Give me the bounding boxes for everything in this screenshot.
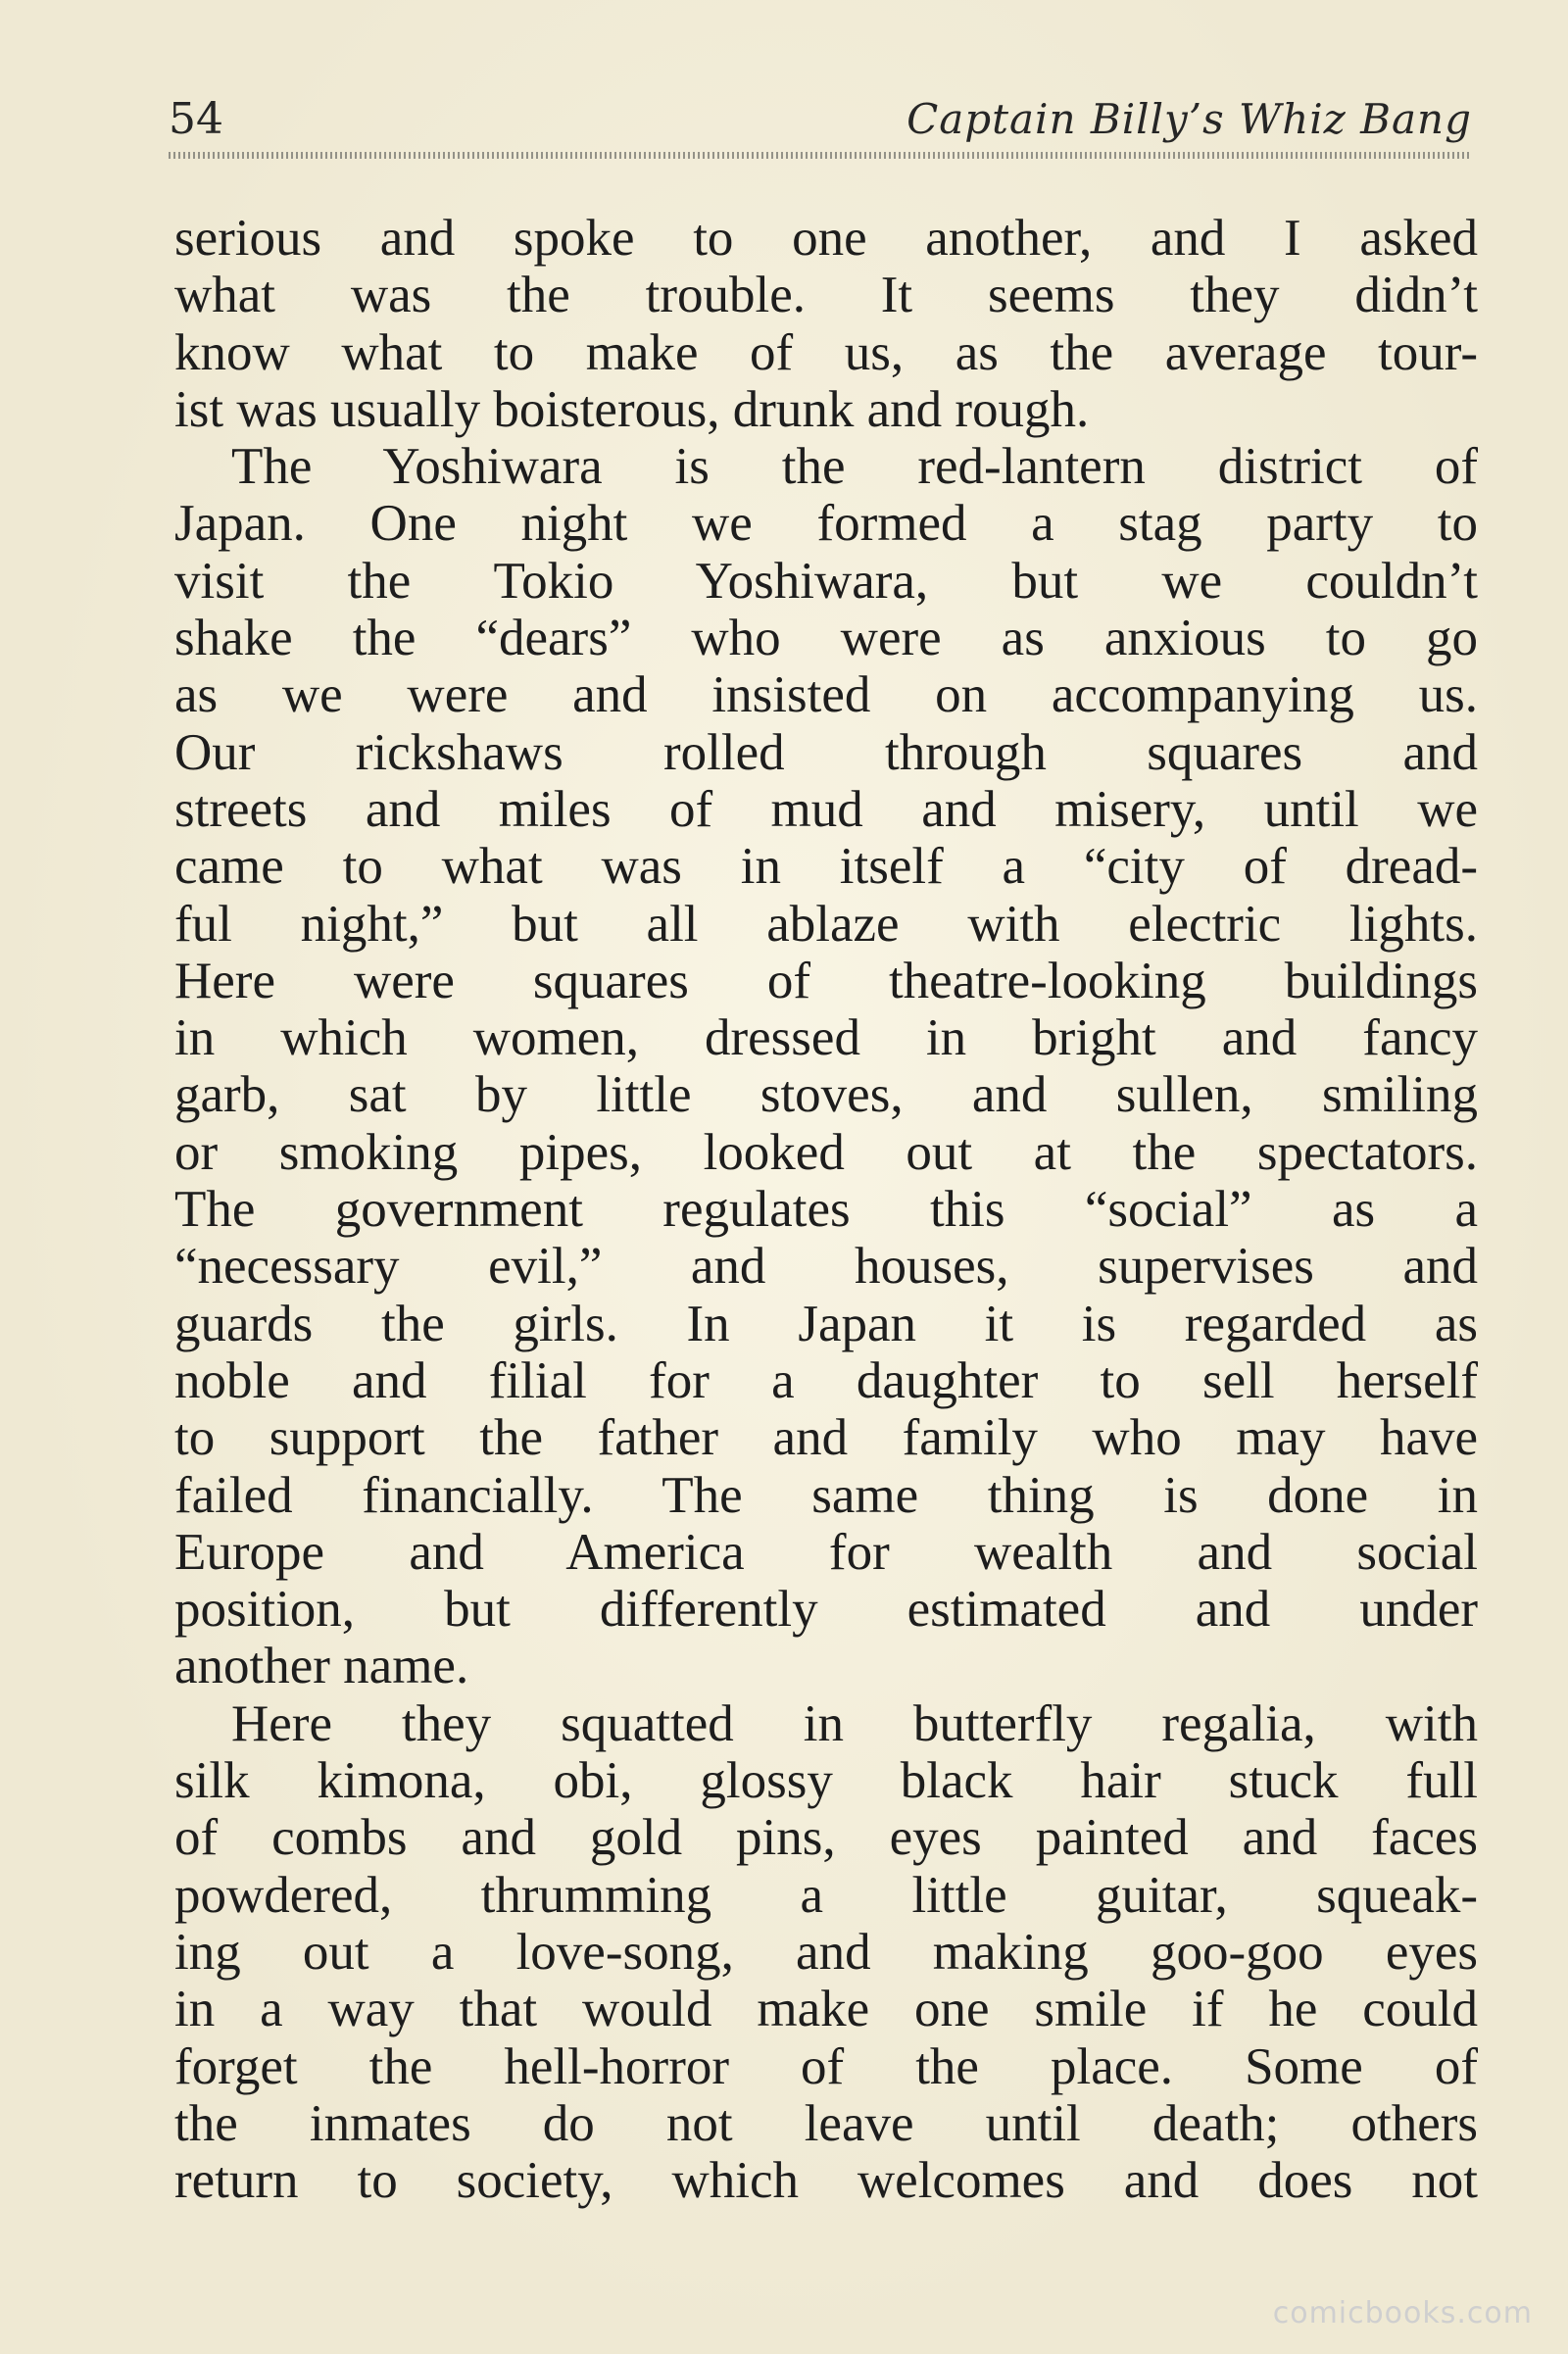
body-text (174, 210, 1478, 2209)
text-line: noble and filial for a daughter to sell herself (174, 1351, 1478, 1409)
text-line: came to what was in itself a “city of dread- (174, 838, 1478, 896)
text-line: The Yoshiwara is the red-lantern district of (231, 438, 1478, 496)
text-line: Our rickshaws rolled through squares and (174, 723, 1478, 781)
text-line: silk kimona, obi, glossy black hair stuck full (174, 1752, 1478, 1810)
header-rule (169, 152, 1472, 159)
text-line: position, but differently estimated and under (174, 1581, 1478, 1639)
text-line: Here they squatted in butterfly regalia, with (231, 1694, 1478, 1752)
text-line: shake the “dears” who were as anxious to go (174, 610, 1478, 667)
text-line: of combs and gold pins, eyes painted and faces (174, 1809, 1478, 1867)
text-line: serious and spoke to one another, and I asked (174, 210, 1478, 267)
text-line: forget the hell-horror of the place. Some of (174, 2037, 1478, 2095)
text-line: “necessary evil,” and houses, supervises and (174, 1238, 1478, 1296)
text-line: or smoking pipes, looked out at the spectators. (174, 1123, 1478, 1181)
text-line: as we were and insisted on accompanying us. (174, 666, 1478, 724)
text-line: ful night,” but all ablaze with electric lights. (174, 895, 1478, 953)
page-header (169, 90, 1472, 149)
text-line: failed financially. The same thing is done in (174, 1466, 1478, 1524)
watermark: comicbooks.com (1272, 2296, 1533, 2330)
text-line: ing out a love-song, and making goo-goo eyes (174, 1923, 1478, 1981)
page-number: 54 (169, 94, 223, 144)
text-line: to support the father and family who may have (174, 1409, 1478, 1467)
text-line: in which women, dressed in bright and fancy (174, 1009, 1478, 1067)
text-line: ist was usually boisterous, drunk and rough. (174, 380, 1090, 438)
text-line: The government regulates this “social” as a (174, 1181, 1478, 1239)
running-title: Captain Billy’s Whiz Bang (906, 95, 1472, 143)
text-line: Here were squares of theatre-looking buildings (174, 952, 1478, 1009)
text-line: streets and miles of mud and misery, until we (174, 780, 1478, 838)
text-line: in a way that would make one smile if he could (174, 1981, 1478, 2038)
text-line: powdered, thrumming a little guitar, squeak- (174, 1866, 1478, 1924)
text-line: visit the Tokio Yoshiwara, but we couldn’t (174, 552, 1478, 610)
text-line: guards the girls. In Japan it is regarded as (174, 1295, 1478, 1352)
text-line: Europe and America for wealth and social (174, 1523, 1478, 1581)
text-line: Japan. One night we formed a stag party to (174, 495, 1478, 553)
text-line: the inmates do not leave until death; others (174, 2094, 1478, 2152)
text-line: another name. (174, 1638, 469, 1695)
text-line: garb, sat by little stoves, and sullen, smiling (174, 1066, 1478, 1124)
text-line: what was the trouble. It seems they didn’t (174, 267, 1478, 324)
text-line: return to society, which welcomes and does not (174, 2152, 1478, 2210)
text-line: know what to make of us, as the average tour- (174, 323, 1478, 381)
